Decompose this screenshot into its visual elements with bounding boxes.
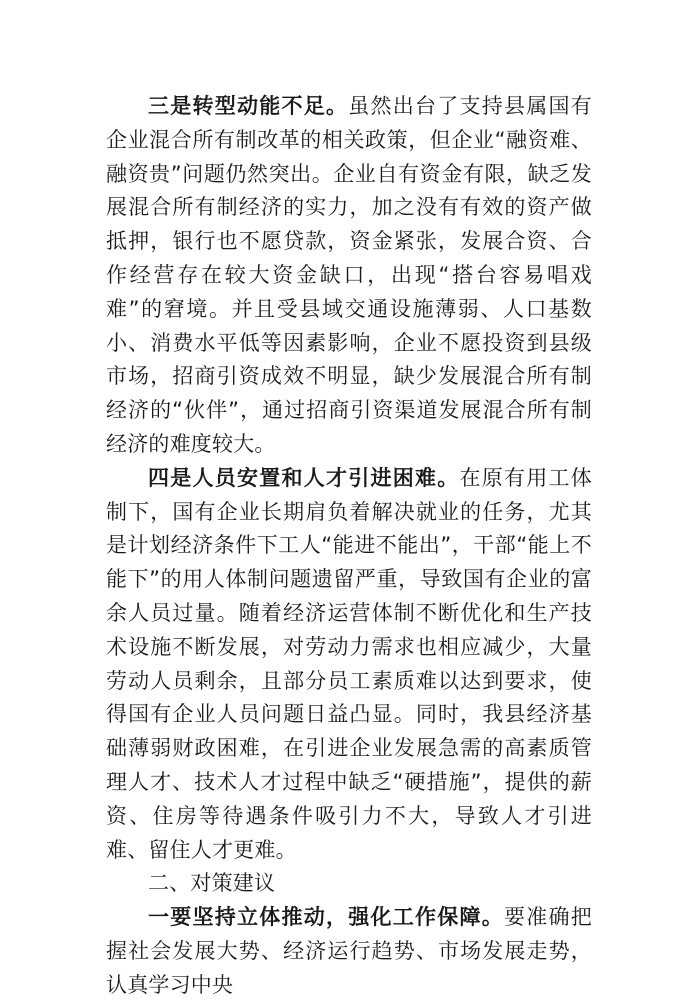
paragraph-body: 虽然出台了支持县属国有企业混合所有制改革的相关政策，但企业“融资难、融资贵”问题仍然突出。企业自有资金有限，缺乏发展混合所有制经济的实力，加之没有有效的资产做抵押，银行也不愿贷款，资金紧张，发展合资、合作经营存在较大资金缺口，出现“搭台容易唱戏难”的窘境。并且受县域交通设施薄弱、人口基数小、消费水平低等因素影响，企业不愿投资到县级市场，招商引资成效不明显，缺少发展混合所有制经济的“伙伴”，通过招商引资渠道发展混合所有制经济的难度较大。 xyxy=(106,94,592,456)
paragraph-lead: 四是人员安置和人才引进困难。 xyxy=(148,465,460,490)
paragraph-transformation-momentum xyxy=(106,90,592,462)
paragraph-lead: 三是转型动能不足。 xyxy=(148,94,349,118)
paragraph-work-guarantee xyxy=(106,901,592,1002)
section-heading-text: 二、对策建议 xyxy=(148,871,276,896)
paragraph-body: 要准确把握社会发展大势、经济运行趋势、市场发展走势，认真学习中央 xyxy=(106,905,592,997)
paragraph-staffing-talent xyxy=(106,462,592,868)
section-heading-countermeasures xyxy=(106,867,592,901)
paragraph-lead: 一要坚持立体推动，强化工作保障。 xyxy=(148,905,505,930)
paragraph-body: 在原有用工体制下，国有企业长期肩负着解决就业的任务，尤其是计划经济条件下工人“能进不能出”，干部“能上不能下”的用人体制问题遗留严重，导致国有企业的富余人员过量。随着经济运营体制不断优化和生产技术设施不断发展，对劳动力需求也相应减少，大量劳动人员剩余，且部分员工素质难以达到要求，使得国有企业人员问题日益凸显。同时，我县经济基础薄弱财政困难，在引进企业发展急需的高素质管理人才、技术人才过程中缺乏“硬措施”，提供的薪资、住房等待遇条件吸引力不大，导致人才引进难、留住人才更难。 xyxy=(106,465,592,862)
document-body xyxy=(106,90,592,1003)
